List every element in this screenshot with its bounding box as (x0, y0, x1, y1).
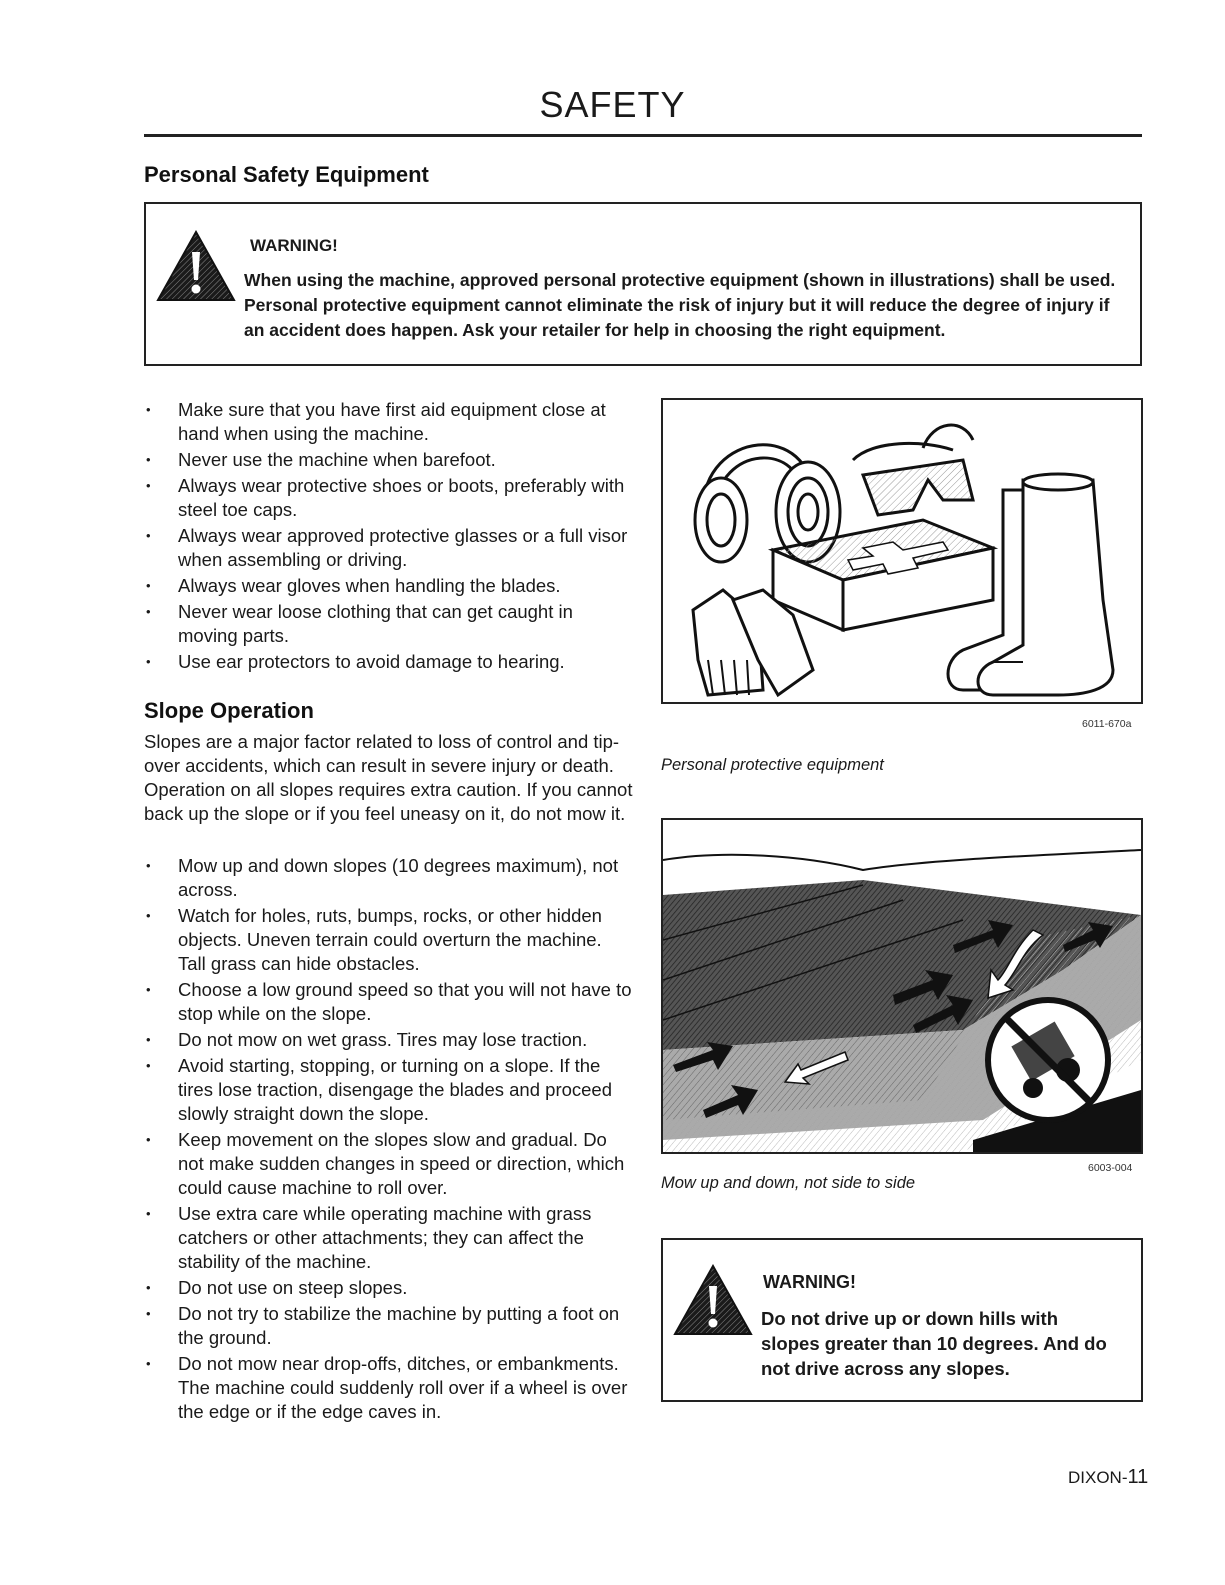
figure-ppe (661, 398, 1143, 704)
page-title: SAFETY (539, 84, 686, 125)
list-item: • Choose a low ground speed so that you will not have to stop while on the slope. (144, 978, 634, 1026)
figure-code: 6011-670a (1082, 718, 1132, 730)
list-item: • Do not mow on wet grass. Tires may lose traction. (144, 1028, 634, 1052)
list-item: • Never wear loose clothing that can get caught in moving parts. (144, 600, 634, 648)
page-number (1068, 1466, 1148, 1489)
warning-text: Do not drive up or down hills with slopes greater than 10 degrees. And do not drive across any slopes. (761, 1308, 1107, 1379)
list-item: • Always wear approved protective glasses or a full visor when assembling or driving. (144, 524, 634, 572)
warning-triangle-icon (673, 1264, 753, 1336)
list-item: • Never use the machine when barefoot. (144, 448, 634, 472)
list-item: • Keep movement on the slopes slow and gradual. Do not make sudden changes in speed or direction, which could cause machine to roll over. (144, 1128, 634, 1200)
warning-label: WARNING! (763, 1272, 856, 1292)
list-item: • Avoid starting, stopping, or turning on a slope. If the tires lose traction, disengage the blades and proceed slowly straight down the slope. (144, 1054, 634, 1126)
list-item: • Always wear protective shoes or boots, preferably with steel toe caps. (144, 474, 634, 522)
figure-caption: Personal protective equipment (661, 756, 884, 774)
warning-label: WARNING! (250, 236, 338, 255)
list-item: • Make sure that you have first aid equipment close at hand when using the machine. (144, 398, 634, 446)
list-item: • Always wear gloves when handling the blades. (144, 574, 634, 598)
no-side-slope-icon (988, 1000, 1108, 1120)
ppe-illustration (663, 400, 1141, 702)
list-item: • Do not mow near drop-offs, ditches, or embankments. The machine could suddenly roll over if a wheel is over the edge or if the edge caves in. (144, 1352, 634, 1424)
list-item: • Use extra care while operating machine with grass catchers or other attachments; they can affect the stability of the machine. (144, 1202, 634, 1274)
figure-code: 6003-004 (1088, 1162, 1133, 1174)
list-item: • Watch for holes, ruts, bumps, rocks, or other hidden objects. Uneven terrain could overturn the machine. Tall grass can hide obstacles. (144, 904, 634, 976)
list-item: • Use ear protectors to avoid damage to hearing. (144, 650, 634, 674)
page-number-value: 11 (1127, 1466, 1149, 1488)
slope-intro-paragraph: Slopes are a major factor related to loss of control and tip-over accidents, which can result in severe injury or death. Operation on all slopes requires extra caution. If you cannot back up the slope or if you feel uneasy on it, do not mow it. (144, 731, 633, 824)
figure-caption: Mow up and down, not side to side (661, 1174, 916, 1192)
safety-glasses-icon (853, 425, 973, 515)
list-item: • Mow up and down slopes (10 degrees maximum), not across. (144, 854, 634, 902)
title-rule (144, 134, 1142, 137)
slope-mowing-illustration (663, 820, 1141, 1152)
list-item: • Do not use on steep slopes. (144, 1276, 634, 1300)
warning-triangle-icon (156, 230, 236, 302)
list-item: • Do not try to stabilize the machine by putting a foot on the ground. (144, 1302, 634, 1350)
figure-slope (661, 818, 1143, 1154)
doc-prefix: DIXON- (1068, 1468, 1128, 1487)
section-heading-slope-operation: Slope Operation (144, 698, 314, 723)
ppe-bullet-list (144, 398, 634, 676)
warning-box-ppe (144, 202, 1142, 366)
slope-bullet-list (144, 854, 634, 1426)
warning-box-slope (661, 1238, 1143, 1402)
section-heading-personal-safety: Personal Safety Equipment (144, 162, 429, 187)
warning-text: When using the machine, approved personal protective equipment (shown in illustrations) shall be used. Personal protective equipment cannot eliminate the risk of injury but it will reduce the degree of injury if an accident does happen. Ask your retailer for help in choosing the right equipment. (244, 270, 1116, 340)
